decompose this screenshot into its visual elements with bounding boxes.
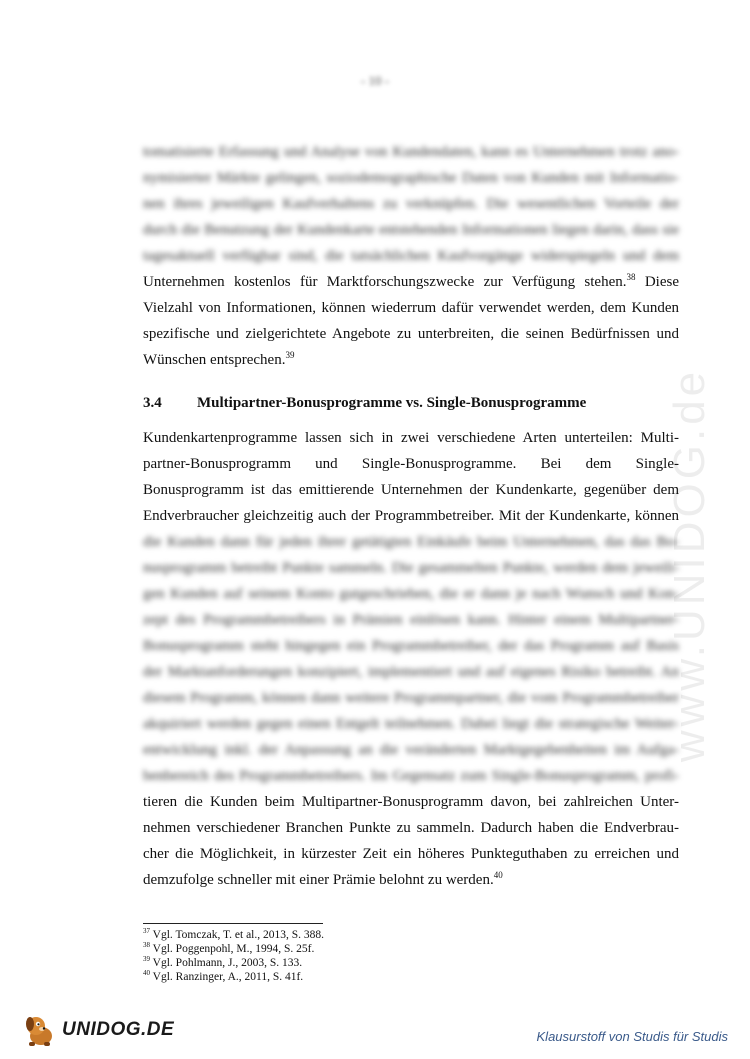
text-line: partner-Bonusprogramm und Single-Bonusprogramme. Bei dem Single-: [143, 456, 679, 472]
blurred-text-block-1: [143, 139, 679, 269]
text-line: tieren die Kunden beim Multipartner-Bonusprogramm davon, bei zahlreichen Unter-: [143, 794, 679, 810]
footnote-ref: 40: [493, 870, 503, 880]
text-line: nehmen verschiedener Branchen Punkte zu sammeln. Dadurch haben die Endverbrau-: [143, 820, 679, 836]
blurred-line: diesem Programm, können dann weitere Programmpartner, die vom Programmbetreiber: [143, 690, 679, 706]
blurred-line: benbereich des Programmbetreibers. Im Gegensatz zum Single-Bonusprogramm, profi-: [143, 768, 679, 784]
footnote-divider: [143, 923, 323, 924]
text-line: Kundenkartenprogramme lassen sich in zwei verschiedene Arten unterteilen: Multi-: [143, 430, 679, 446]
blurred-line: durch die Benutzung der Kundenkarte entstehenden Informationen liegen darin, dass sie: [143, 222, 679, 238]
blurred-line: nusprogramm betreibt Punkte sammeln. Die gesammelten Punkte, werden dem jeweili-: [143, 560, 679, 576]
section-number: 3.4: [143, 395, 162, 411]
footnote: $^{37}$ Vgl. Tomczak, T. et al., 2013, S. 388.: [143, 927, 325, 941]
footnote-ref: 39: [285, 350, 295, 360]
text-line: demzufolge schneller mit einer Prämie belohnt zu werden.$^{40}$: [143, 870, 503, 888]
footnote-ref: 38: [626, 272, 636, 282]
section-heading: [143, 393, 679, 413]
watermark: www.UNIDOG.de: [665, 367, 715, 763]
section-title: Multipartner-Bonusprogramme vs. Single-Bonusprogramme: [197, 395, 587, 411]
text-line: Bonusprogramm ist das emittierende Unternehmen der Kundenkarte, gegenüber dem: [143, 482, 679, 498]
text-line: cher die Möglichkeit, in kürzester Zeit ein höheres Punkteguthaben zu erreichen und: [143, 846, 679, 862]
blurred-line: gen Kunden auf seinem Konto gutgeschrieben, die er dann je nach Wunsch und Kon-: [143, 586, 679, 602]
footnote: $^{40}$ Vgl. Ranzinger, A., 2011, S. 41f.: [143, 969, 304, 983]
text-line: Vielzahl von Informationen, können wiederrum dafür verwendet werden, dem Kunden: [143, 300, 679, 316]
text-line: Unternehmen kostenlos für Marktforschungszwecke zur Verfügung stehen.$^{38}$ Diese: [143, 272, 679, 290]
blurred-line: Bonusprogramm steht hingegen ein Programmbetreiber, der das Programm auf Basis: [143, 638, 679, 654]
text-line: Wünschen entsprechen.$^{39}$: [143, 350, 295, 368]
blurred-line: der Marktanforderungen konzipiert, implementiert und auf eigenes Risiko betreibt. An: [143, 664, 679, 680]
page-number: - 10 -: [360, 73, 390, 88]
blurred-line: tagesaktuell verfügbar sind, die tatsächlichen Kaufvorgänge widerspiegeln und dem: [143, 248, 679, 264]
blurred-line: nymisierter Märkte gelingen, soziodemographische Daten von Kunden mit Informatio-: [143, 170, 679, 186]
blurred-line: die Kunden dann für jeden ihrer getätigten Einkäufe beim Unternehmen, das das Bo-: [143, 534, 679, 550]
paragraph-1: [143, 139, 679, 373]
footnote: $^{38}$ Vgl. Poggenpohl, M., 1994, S. 25f.: [143, 941, 315, 955]
footnotes: [143, 928, 324, 984]
blurred-line: tomatisierte Erfassung und Analyse von Kundendaten, kann es Unternehmen trotz ano-: [143, 144, 679, 160]
footnote: $^{39}$ Vgl. Pohlmann, J., 2003, S. 133.: [143, 955, 303, 969]
tagline: Klausurstoff von Studis für Studis: [536, 1029, 728, 1044]
blurred-line: entwicklung inkl. der Anpassung an die veränderten Marktgegebenheiten im Aufga-: [143, 742, 679, 758]
blurred-line: akquiriert werden gegen einen Entgelt teilnehmen. Dabei liegt die strategische Weiter-: [143, 716, 679, 732]
text-line: spezifische und zielgerichtete Angebote zu unterbreiten, die seinen Bedürfnissen und: [143, 326, 679, 342]
blurred-line: nen ihres jeweiligen Kaufverhaltens zu verknüpfen. Die wesentlichen Vorteile der: [143, 196, 679, 212]
paragraph-2: [143, 425, 679, 893]
blurred-text-block-2: [143, 529, 679, 789]
logo-text: UNIDOG.DE: [62, 1019, 175, 1040]
text-line: Endverbraucher gleichzeitig auch der Programmbetreiber. Mit der Kundenkarte, können: [143, 508, 679, 524]
dog-mascot-icon: [22, 1012, 58, 1048]
blurred-line: zept des Programmbetreibers in Prämien einlösen kann. Hinter einem Multipartner-: [143, 612, 679, 628]
unidog-logo[interactable]: [22, 1012, 174, 1048]
